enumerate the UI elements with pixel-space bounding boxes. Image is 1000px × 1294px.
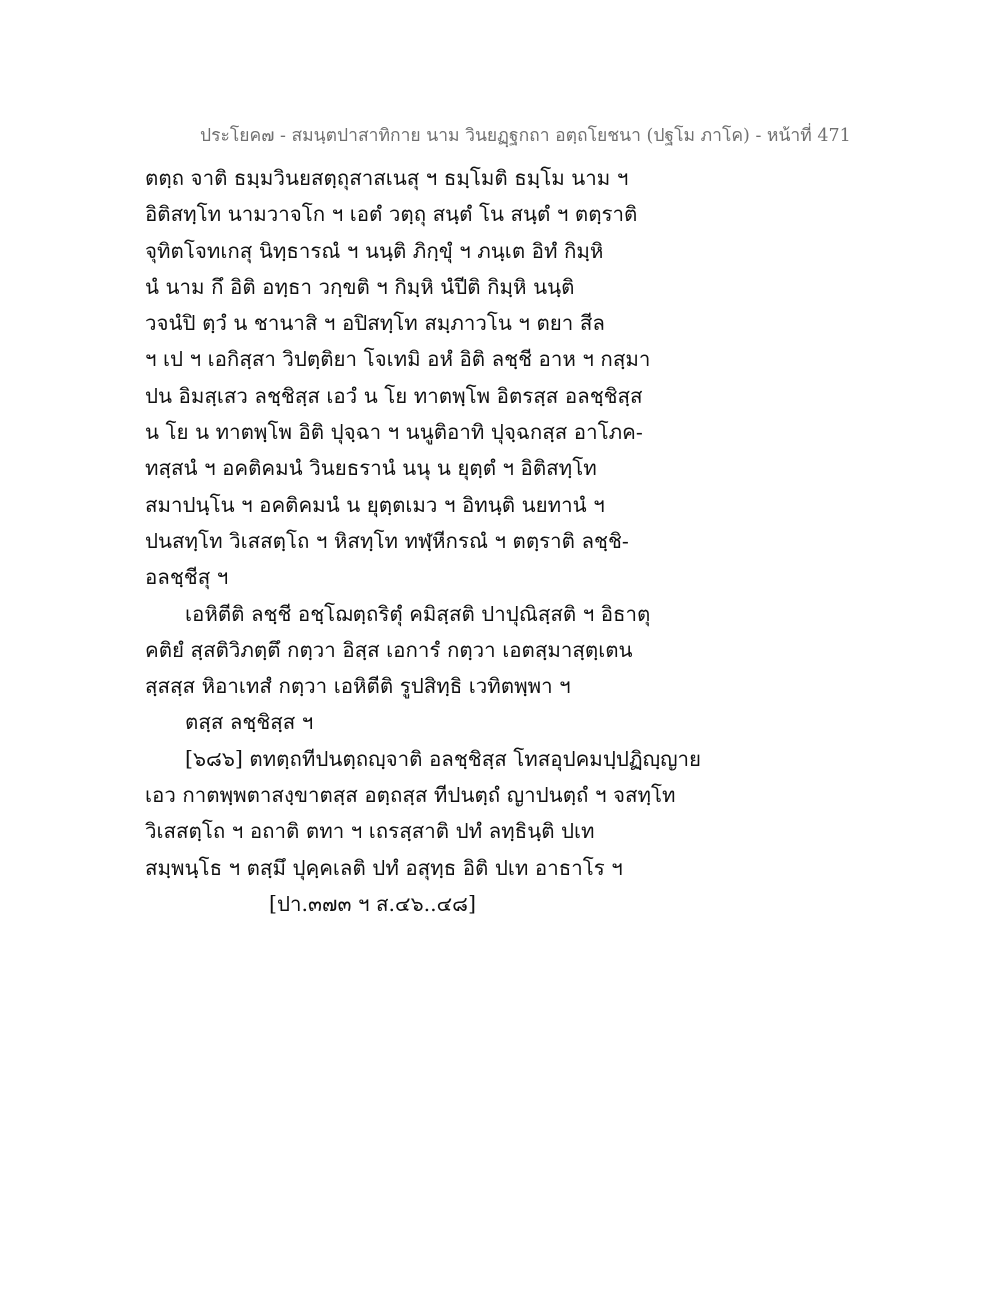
paragraph-first-line: ตสฺส ลชฺชิสฺส ฯ [185,710,314,735]
text-line: นํ นาม กึ อิติ อทฺธา วกฺขติ ฯ กิมฺหิ นํปีติ กิมฺหิ นนฺติ [145,274,575,299]
text-line: เอว กาตพฺพตาสงฺขาตสฺส อตฺถสฺส ทีปนตฺถํ ญาปนตฺถํ ฯ จสทฺโท [145,783,676,808]
text-line: อลชฺชีสุ ฯ [145,565,229,590]
body-text [145,160,945,922]
text-line: อิติสทฺโท นามวาจโก ฯ เอตํ วตฺถุ สนฺตํ โน สนฺตํ ฯ ตตฺราติ [145,202,638,227]
text-line: ตตฺถ จาติ ธมฺมวินยสตฺถุสาสเนสุ ฯ ธมฺโมติ ธมฺโม นาม ฯ [145,166,629,190]
text-line: สมาปนฺโน ฯ อคติคมนํ น ยุตฺตเมว ฯ อิทนฺติ นยทานํ ฯ [145,492,605,517]
text-line: ปนสทฺโท วิเสสตฺโถ ฯ หิสทฺโท ทฬฺหีกรณํ ฯ ตตฺราติ ลชฺชิ- [145,528,629,553]
text-line: ปน อิมสฺเสว ลชฺชิสฺส เอวํ น โย ทาตพฺโพ อิตรสฺส อลชฺชิสฺส [145,383,643,408]
paragraph-first-line: [๖๘๖] ตทตฺถทีปนตฺถญฺจาติ อลชฺชิสฺส โทสอุปคมปฺปฏิญฺญาย [185,746,702,771]
text-line: จุทิตโจทเกสุ นิทฺธารณํ ฯ นนฺติ ภิกฺขุํ ฯ ภนฺเต อิทํ กิมฺหิ [145,238,604,263]
text-line: วิเสสตฺโถ ฯ อถาติ ตทา ฯ เถรสฺสาติ ปทํ ลทฺธินฺติ ปเท [145,819,595,844]
running-header: ประโยค๗ - สมนฺตปาสาทิกาย นาม วินยฏฺฐกถา อตฺถโยชนา (ปฐโม ภาโค) - หน้าที่ 471 [200,126,851,146]
text-line: น โย น ทาตพฺโพ อิติ ปุจฺฉา ฯ นนูติอาทิ ปุจฺฉกสฺส อาโภค- [145,420,643,445]
text-line: สฺสสฺส หิอาเทสํ กตฺวา เอหิตีติ รูปสิทฺธิ เวทิตพฺพา ฯ [145,674,571,699]
text-line: วจนํปิ ตฺวํ น ชานาสิ ฯ อปิสทฺโท สมฺภาวโน ฯ ตยา สีล [145,311,605,336]
source-reference: [ปา.๓๗๓ ฯ ส.๔๖..๔๘] [269,891,476,916]
text-line: ฯ เป ฯ เอกิสฺสา วิปตฺติยา โจเทมิ อหํ อิติ ลชฺชี อาห ฯ กสฺมา [145,347,651,372]
text-line: สมฺพนฺโธ ฯ ตสฺมึ ปุคฺคเลติ ปทํ อสุทฺธ อิติ ปเท อาธาโร ฯ [145,855,623,880]
text-line: ทสฺสนํ ฯ อคติคมนํ วินยธรานํ นนุ น ยุตฺตํ ฯ อิติสทฺโท [145,456,597,481]
text-line: คติยํ สฺสติวิภตฺตึ กตฺวา อิสฺส เอการํ กตฺวา เอตสฺมาสฺตฺเตน [145,637,633,662]
paragraph-first-line: เอหิตีติ ลชฺชี อชฺโฌตฺถริตุํ คมิสฺสติ ปาปุณิสฺสติ ฯ อิธาตุ [185,601,651,626]
